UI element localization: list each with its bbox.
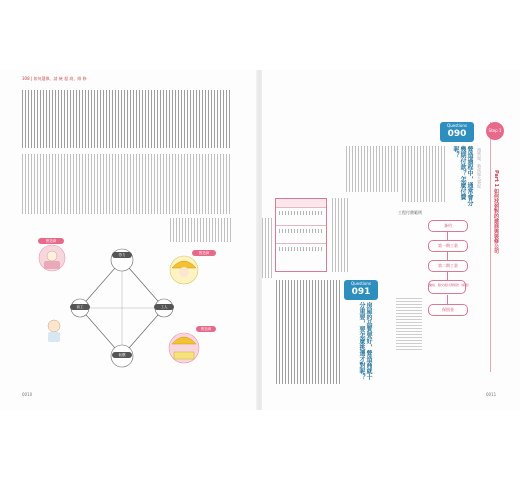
chapter-subtitle: 預售屋、新成屋大事紀 (477, 148, 482, 188)
body-text-block-2 (22, 154, 232, 214)
question-091-badge (344, 280, 378, 300)
running-head: 308 | 如何選擇、請 統 超 商、維 修 (22, 76, 87, 81)
part-tab-label: Part 1 如何找到對的建商與裝修公司 (493, 170, 499, 254)
q090-answer-text (402, 146, 446, 202)
label-node-bottom: 低價 (112, 352, 132, 358)
step-badge: Step 1 (486, 122, 504, 140)
flowchart-note (396, 298, 422, 350)
payment-schedule-table (275, 198, 327, 272)
right-page-edge-text (262, 218, 272, 278)
flow-arrow-3 (447, 271, 448, 280)
question-090-title: 營造過程中，通常會分幾期付款？怎麼付費呢？ (452, 146, 473, 206)
part-side-tab (490, 122, 503, 372)
label-builder-left: 營造商 (38, 238, 64, 244)
flow-arrow-2 (447, 251, 448, 260)
right-folio: 0011 (486, 392, 497, 397)
question-090-badge (440, 122, 474, 142)
label-builder-right: 營造商 (192, 250, 216, 256)
flow-arrow-1 (447, 231, 448, 240)
person-left-illustration (48, 320, 60, 332)
flowchart-title: 工程付費範例 (398, 210, 422, 215)
contractor-relationship-diagram (24, 230, 220, 380)
question-number: 091 (351, 287, 371, 297)
label-node-top: 勞力 (112, 252, 132, 258)
flow-step-2: 第一期工款 (428, 240, 468, 252)
q090-answer-text-2 (346, 146, 398, 192)
table-side-text (332, 198, 348, 272)
flow-step-1: 簽約 (428, 220, 468, 232)
flow-step-5: 保固金 (428, 304, 468, 316)
label-node-right: 工人 (154, 304, 174, 310)
body-text-block-1 (22, 90, 232, 148)
flow-step-3: 第二期工款 (428, 260, 468, 272)
left-page (0, 70, 258, 410)
book-spread (0, 70, 520, 410)
question-label: Questions (447, 123, 467, 128)
q091-answer-text (276, 280, 340, 384)
flow-step-4: 驗收、點交後付清尾款（保留） (428, 280, 466, 294)
left-folio: 0010 (22, 392, 33, 397)
question-number: 090 (447, 129, 467, 139)
label-builder-bottom: 營造商 (196, 326, 216, 332)
question-label: Questions (351, 281, 371, 286)
label-node-left: 前工 (70, 304, 90, 310)
flow-arrow-4 (447, 295, 448, 304)
question-091-title: 房屋的品質要好，營造商就十分重要，要怎麼挑選才對呢？ (358, 302, 372, 380)
